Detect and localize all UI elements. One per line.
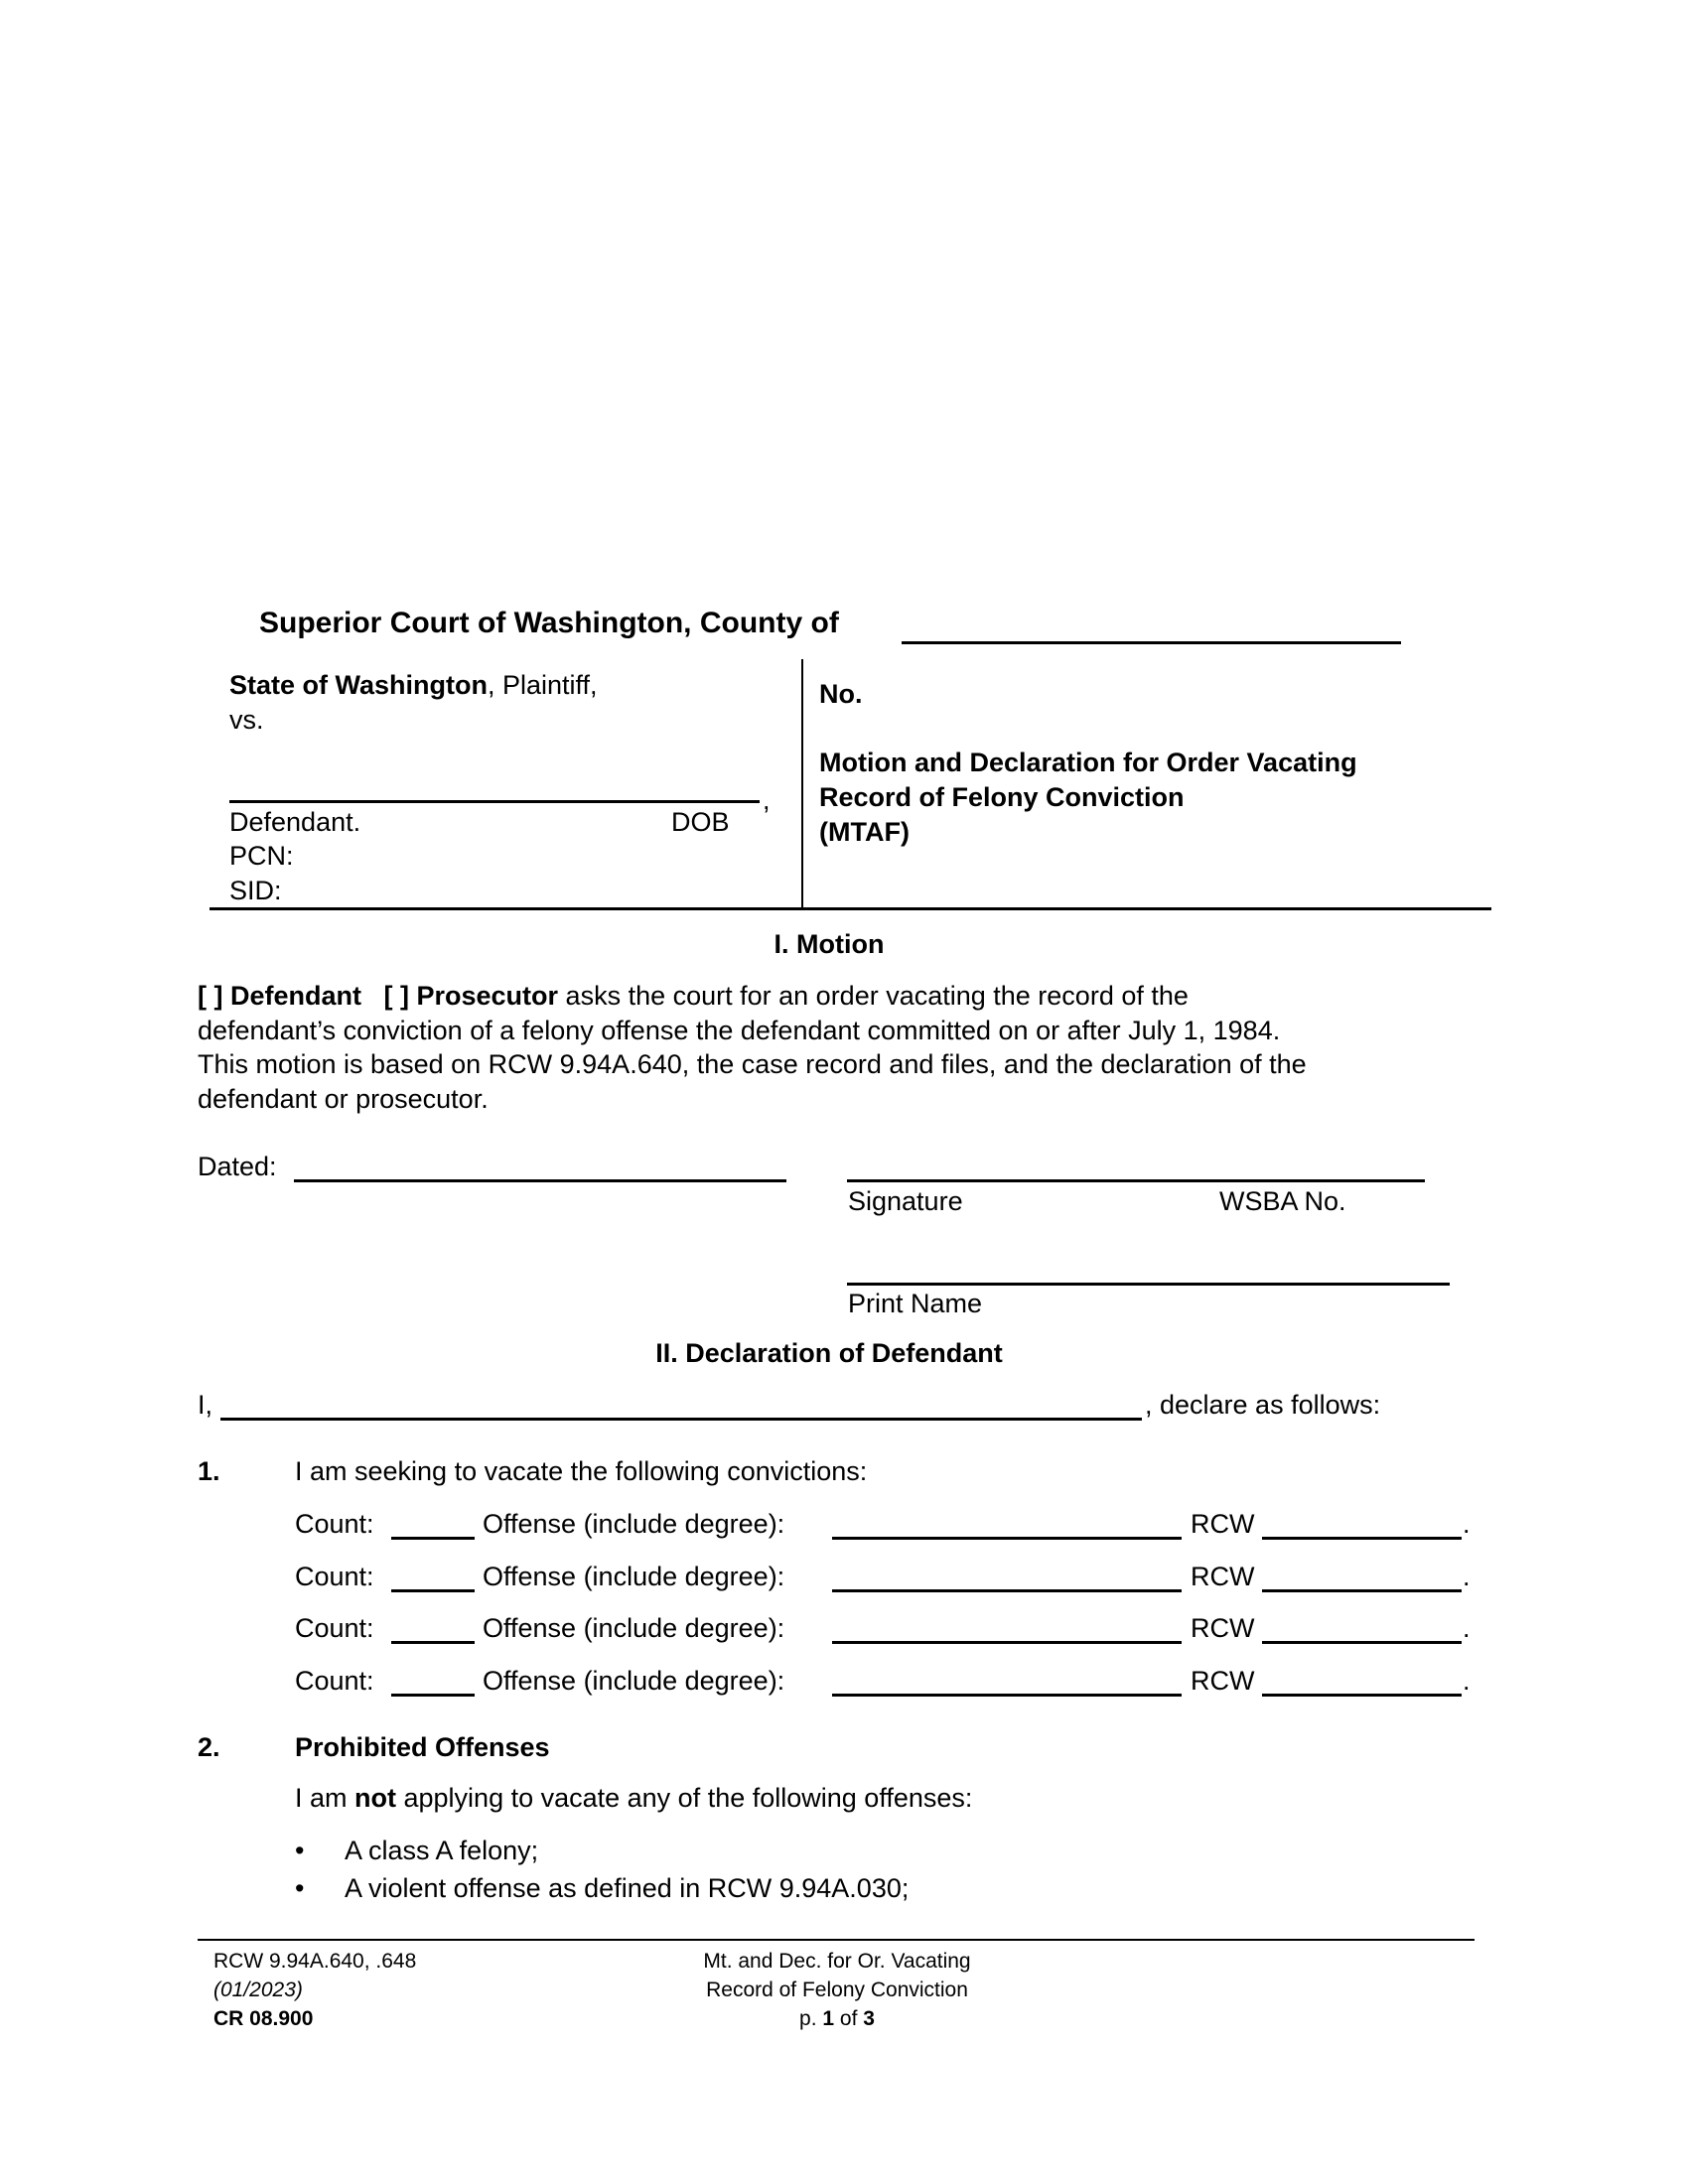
wsba-label: WSBA No. bbox=[1219, 1186, 1346, 1216]
motion-text: asks the court for an order vacating the record of the bbox=[558, 981, 1189, 1011]
offense-field[interactable] bbox=[832, 1641, 1182, 1644]
count-field[interactable] bbox=[391, 1641, 475, 1644]
case-number-label: No. bbox=[819, 679, 863, 709]
i-label: I, bbox=[198, 1390, 213, 1420]
comma: , bbox=[763, 785, 771, 815]
offense-field[interactable] bbox=[832, 1694, 1182, 1697]
motion-line-2: defendant’s conviction of a felony offense the defendant committed on or after July 1, 1984. bbox=[198, 1016, 1281, 1045]
signature-label: Signature bbox=[848, 1186, 963, 1216]
offense-field[interactable] bbox=[832, 1589, 1182, 1592]
item-2-number: 2. bbox=[198, 1732, 220, 1762]
sid-label: SID: bbox=[229, 876, 282, 905]
count-label: Count: bbox=[295, 1562, 374, 1591]
footer-form-number: CR 08.900 bbox=[213, 2007, 314, 2030]
bullet-icon: • bbox=[295, 1836, 305, 1865]
defendant-name-field[interactable] bbox=[229, 800, 760, 803]
prosecutor-checkbox[interactable]: [ ] Prosecutor bbox=[383, 981, 559, 1011]
offense-label: Offense (include degree): bbox=[483, 1613, 785, 1643]
declare-suffix: , declare as follows: bbox=[1145, 1390, 1381, 1420]
rcw-label: RCW bbox=[1191, 1509, 1255, 1539]
bullet-item: A violent offense as defined in RCW 9.94A.030; bbox=[345, 1873, 910, 1903]
signature-field[interactable] bbox=[847, 1179, 1425, 1182]
rcw-field[interactable] bbox=[1262, 1537, 1462, 1540]
intro-text: I am bbox=[295, 1783, 355, 1813]
plaintiff bbox=[229, 667, 598, 703]
bullet-icon: • bbox=[295, 1873, 305, 1903]
defendant-checkbox[interactable]: [ ] Defendant bbox=[198, 981, 361, 1011]
page-total: 3 bbox=[863, 2007, 875, 2030]
intro-emphasis: not bbox=[354, 1783, 396, 1813]
motion-heading: I. Motion bbox=[774, 929, 885, 959]
count-label: Count: bbox=[295, 1509, 374, 1539]
offense-label: Offense (include degree): bbox=[483, 1562, 785, 1591]
footer-title-1: Mt. and Dec. for Or. Vacating bbox=[703, 1950, 971, 1973]
count-field[interactable] bbox=[391, 1589, 475, 1592]
rcw-label: RCW bbox=[1191, 1613, 1255, 1643]
dob-label: DOB bbox=[671, 807, 730, 837]
rcw-label: RCW bbox=[1191, 1666, 1255, 1696]
intro-text: applying to vacate any of the following offenses: bbox=[396, 1783, 973, 1813]
page-current: 1 bbox=[822, 2007, 835, 2030]
period: . bbox=[1463, 1666, 1471, 1696]
print-name-label: Print Name bbox=[848, 1289, 983, 1318]
dated-field[interactable] bbox=[294, 1179, 786, 1182]
caption-bottom-rule bbox=[210, 907, 1491, 910]
caption-divider bbox=[801, 659, 803, 908]
document-title-line-2: Record of Felony Conviction bbox=[819, 782, 1185, 812]
count-field[interactable] bbox=[391, 1694, 475, 1697]
document-code: (MTAF) bbox=[819, 817, 910, 847]
footer-title-2: Record of Felony Conviction bbox=[706, 1979, 968, 2001]
page-prefix: p. bbox=[799, 2007, 823, 2030]
declaration-heading: II. Declaration of Defendant bbox=[655, 1338, 1003, 1368]
court-title: Superior Court of Washington, County of bbox=[259, 607, 839, 639]
period: . bbox=[1463, 1613, 1471, 1643]
item-2-heading: Prohibited Offenses bbox=[295, 1732, 550, 1762]
defendant-label: Defendant. bbox=[229, 807, 361, 837]
rcw-field[interactable] bbox=[1262, 1641, 1462, 1644]
rcw-field[interactable] bbox=[1262, 1694, 1462, 1697]
rcw-label: RCW bbox=[1191, 1562, 1255, 1591]
motion-line-1 bbox=[198, 978, 1189, 1014]
count-field[interactable] bbox=[391, 1537, 475, 1540]
bullet-item: A class A felony; bbox=[345, 1836, 539, 1865]
footer-revision: (01/2023) bbox=[213, 1979, 303, 2001]
pcn-label: PCN: bbox=[229, 841, 294, 871]
footer-rule bbox=[198, 1939, 1475, 1941]
declarant-name-field[interactable] bbox=[220, 1418, 1142, 1421]
document-title-line-1: Motion and Declaration for Order Vacating bbox=[819, 748, 1357, 777]
footer-statute: RCW 9.94A.640, .648 bbox=[213, 1950, 417, 1973]
offense-label: Offense (include degree): bbox=[483, 1666, 785, 1696]
offense-field[interactable] bbox=[832, 1537, 1182, 1540]
plaintiff-name: State of Washington bbox=[229, 670, 488, 700]
page-of: of bbox=[834, 2007, 864, 2030]
item-1-number: 1. bbox=[198, 1456, 220, 1486]
period: . bbox=[1463, 1562, 1471, 1591]
item-2-intro bbox=[295, 1780, 972, 1816]
period: . bbox=[1463, 1509, 1471, 1539]
vs-label: vs. bbox=[229, 705, 264, 735]
offense-label: Offense (include degree): bbox=[483, 1509, 785, 1539]
item-1-text: I am seeking to vacate the following convictions: bbox=[295, 1456, 868, 1486]
motion-line-3: This motion is based on RCW 9.94A.640, the case record and files, and the declaration of the bbox=[198, 1049, 1307, 1079]
count-label: Count: bbox=[295, 1666, 374, 1696]
rcw-field[interactable] bbox=[1262, 1589, 1462, 1592]
footer-page-number bbox=[799, 2004, 875, 2033]
count-label: Count: bbox=[295, 1613, 374, 1643]
dated-label: Dated: bbox=[198, 1152, 277, 1181]
county-field[interactable] bbox=[902, 641, 1401, 644]
plaintiff-label: , Plaintiff, bbox=[487, 670, 598, 700]
motion-line-4: defendant or prosecutor. bbox=[198, 1084, 489, 1114]
